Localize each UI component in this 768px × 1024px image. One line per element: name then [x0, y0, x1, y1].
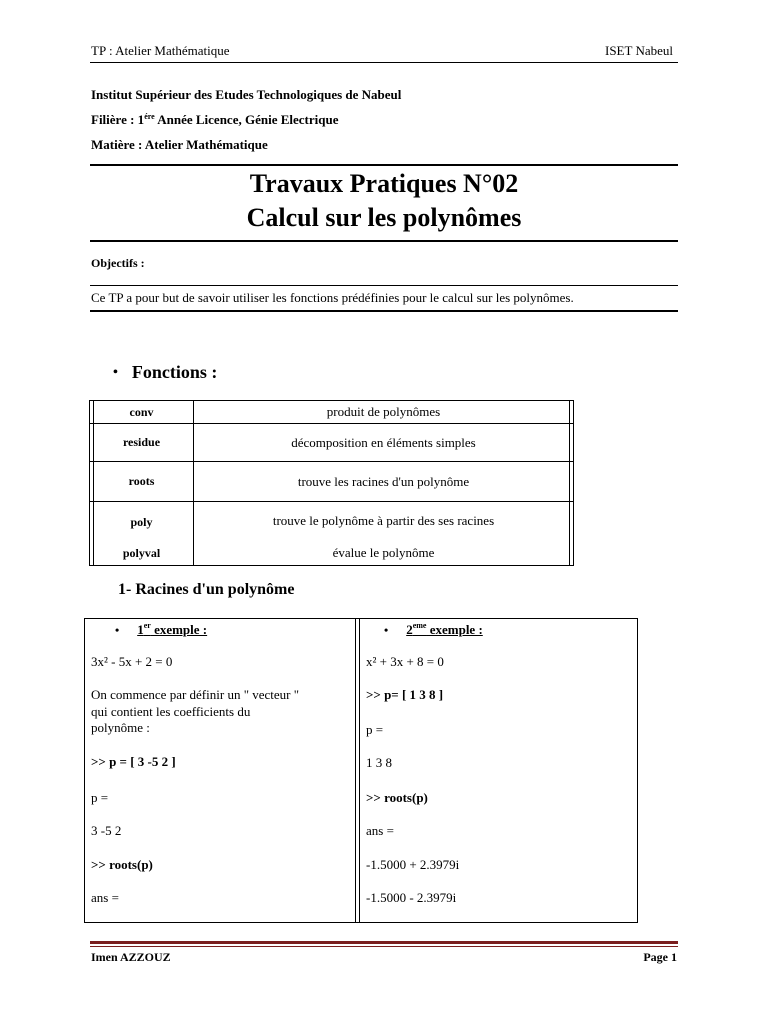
table-inner-border-left: [93, 400, 94, 565]
title-top-rule: [90, 164, 678, 166]
footer-page-number: Page 1: [643, 950, 677, 964]
example2-column: [360, 619, 637, 922]
example1-heading: [115, 621, 207, 638]
example2-line: >> roots(p): [366, 790, 428, 805]
example2-line: x² + 3x + 8 = 0: [366, 654, 444, 669]
table-row: [90, 461, 573, 501]
example1-line: qui contient les coefficients du: [91, 704, 251, 719]
bullet-icon: •: [115, 623, 120, 637]
example1-line: On commence par définir un " vecteur ": [91, 687, 300, 702]
function-name: conv: [90, 401, 194, 423]
filiere-prefix: Filière : 1: [91, 112, 145, 127]
matiere-line: Matière : Atelier Mathématique: [91, 137, 268, 152]
section-title: 1- Racines d'un polynôme: [118, 581, 295, 598]
running-header-right: ISET Nabeul: [605, 43, 673, 58]
example1-column: [85, 619, 355, 922]
example1-sup: er: [143, 621, 151, 630]
example1-line: >> roots(p): [91, 857, 153, 872]
table-row: [90, 501, 573, 541]
example2-line: 1 3 8: [366, 755, 392, 770]
example2-line: -1.5000 - 2.3979i: [366, 890, 457, 905]
table-row: [90, 423, 573, 461]
examples-table: [84, 618, 638, 923]
example2-num: 2: [406, 622, 413, 637]
function-name: poly: [90, 502, 194, 541]
objectifs-label: Objectifs :: [91, 256, 145, 270]
example2-line: >> p= [ 1 3 8 ]: [366, 687, 444, 702]
column-divider: [355, 619, 356, 922]
objectifs-top-rule: [90, 285, 678, 286]
fonctions-heading: [113, 362, 217, 383]
example1-line: >> p = [ 3 -5 2 ]: [91, 754, 176, 769]
example2-line: ans =: [366, 823, 394, 838]
function-desc: évalue le polynôme: [332, 545, 435, 560]
example1-label: exemple :: [150, 622, 208, 637]
footer-author: Imen AZZOUZ: [91, 950, 171, 964]
title-bottom-rule: [90, 240, 678, 242]
running-header-left: TP : Atelier Mathématique: [91, 43, 230, 58]
example1-line: p =: [91, 790, 109, 805]
example1-line: 3x² - 5x + 2 = 0: [91, 654, 173, 669]
objectifs-text: Ce TP a pour but de savoir utiliser les fonctions prédéfinies pour le calcul sur les polynômes.: [91, 290, 574, 305]
table-inner-border-right: [569, 400, 570, 565]
function-name: polyval: [90, 541, 194, 565]
example2-line: -1.5000 + 2.3979i: [366, 857, 460, 872]
page-title: Travaux Pratiques N°02: [249, 169, 519, 198]
table-row: [90, 400, 573, 423]
function-desc: produit de polynômes: [326, 404, 441, 419]
bullet-icon: •: [384, 623, 389, 637]
function-name: roots: [90, 462, 194, 501]
footer-rule: [90, 941, 678, 944]
footer-rule-thin: [90, 946, 678, 947]
example2-sup: eme: [412, 621, 427, 630]
function-desc: trouve le polynôme à partir des ses racines: [272, 513, 495, 528]
functions-table: [89, 400, 574, 566]
example1-line: 3 -5 2: [91, 823, 122, 838]
function-desc: trouve les racines d'un polynôme: [297, 473, 470, 489]
example1-line: ans =: [91, 890, 119, 905]
fonctions-title: Fonctions :: [131, 362, 218, 382]
example2-line: p =: [366, 722, 384, 737]
example2-label: exemple :: [426, 622, 483, 637]
filiere-line: [91, 112, 338, 128]
function-desc: décomposition en éléments simples: [291, 434, 476, 450]
header-divider: [90, 62, 678, 63]
page-subtitle: Calcul sur les polynômes: [246, 203, 522, 232]
filiere-suffix: Année Licence, Génie Electrique: [154, 112, 339, 127]
example1-num: 1: [137, 622, 144, 637]
filiere-sup: ére: [144, 112, 155, 121]
bullet-icon: •: [113, 365, 118, 380]
example2-heading: [384, 621, 483, 638]
example1-line: polynôme :: [91, 720, 150, 735]
table-row: [90, 541, 573, 565]
objectifs-bottom-rule: [90, 310, 678, 312]
institute-name: Institut Supérieur des Etudes Technologiques de Nabeul: [91, 87, 402, 102]
function-name: residue: [90, 424, 194, 461]
